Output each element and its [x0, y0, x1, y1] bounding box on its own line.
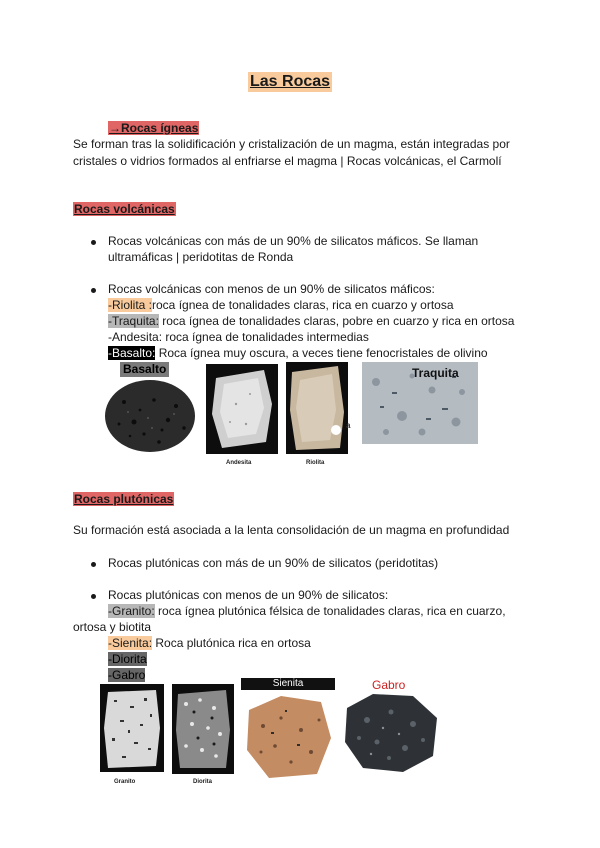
- igneas-intro-line1: Se forman tras la solidificación y cristalización de un magma, están integradas por: [73, 137, 510, 151]
- sienita-line: [108, 635, 311, 651]
- plutonicas-bullet2: Rocas plutónicas con menos de un 90% de silicatos:: [108, 588, 389, 602]
- granito-image: [100, 684, 164, 772]
- gabro-line: [108, 667, 145, 683]
- andesita-image: [206, 364, 278, 454]
- riolita-caption: Riolita: [306, 460, 325, 466]
- andesita-name: -Andesita:: [108, 330, 163, 344]
- granito-desc-line1: roca ígnea plutónica félsica de tonalidades claras, rica en cuarzo,: [154, 604, 506, 618]
- diorita-name: -Diorita: [108, 652, 147, 666]
- page-title: Las Rocas: [250, 73, 331, 90]
- diorita-image: [172, 684, 234, 774]
- bullet-dot: [91, 562, 96, 567]
- traquita-line: [108, 313, 514, 329]
- riolita-image: [286, 362, 351, 454]
- volcanicas-bullet1-line1: Rocas volcánicas con más de un 90% de silicatos máficos. Se llaman: [108, 234, 479, 248]
- volcanicas-bullet2: Rocas volcánicas con menos de un 90% de silicatos máficos:: [108, 282, 435, 296]
- granito-line: [108, 603, 506, 619]
- granito-caption: Granito: [114, 779, 136, 785]
- sienita-desc: Roca plutónica rica en ortosa: [152, 636, 311, 650]
- gabro-name: -Gabro: [108, 668, 146, 682]
- granito-name: -Granito:: [108, 604, 155, 618]
- plutonicas-heading-row: [73, 491, 174, 507]
- sienita-image-label: Sienita: [241, 678, 335, 690]
- bullet-dot: [91, 288, 96, 293]
- volcanicas-heading-row: [73, 201, 176, 217]
- granito-desc-line2: ortosa y biotita: [73, 620, 152, 634]
- volcanicas-heading: Rocas volcánicas: [74, 202, 175, 216]
- traquita-name: -Traquita:: [108, 314, 159, 328]
- bullet-dot: [91, 240, 96, 245]
- basalto-name: -Basalto:: [108, 346, 156, 360]
- riolita-name: -Riolita :: [108, 298, 153, 312]
- traquita-desc: roca ígnea de tonalidades claras, pobre en cuarzo y rica en ortosa: [158, 314, 515, 328]
- sienita-name: -Sienita:: [108, 636, 153, 650]
- andesita-desc: roca ígnea de tonalidades intermedias: [162, 330, 369, 344]
- gabro-image-label: Gabro: [372, 678, 406, 692]
- andesita-line: [108, 329, 369, 345]
- bullet-dot: [91, 594, 96, 599]
- basalto-desc: Roca ígnea muy oscura, a veces tiene fenocristales de olivino: [155, 346, 488, 360]
- igneas-intro-line2: cristales o vidrios formados al enfriarse el magma | Rocas volcánicas, el Carmolí: [73, 154, 502, 168]
- traquita-image-label: Traquita: [412, 366, 459, 380]
- riolita-desc: roca ígnea de tonalidades claras, rica en cuarzo y ortosa: [152, 298, 454, 312]
- diorita-caption: Diorita: [193, 779, 213, 785]
- plutonicas-heading: Rocas plutónicas: [74, 492, 174, 506]
- igneas-heading-row: [108, 120, 199, 136]
- diorita-line: [108, 651, 147, 667]
- igneas-heading: →Rocas ígneas: [109, 121, 199, 135]
- basalto-line: [108, 345, 488, 361]
- gabro-image: [343, 678, 441, 776]
- basalto-image-label: Basalto: [120, 362, 169, 377]
- andesita-caption: Andesita: [226, 460, 252, 466]
- volcanicas-bullet1-line2: ultramáficas | peridotitas de Ronda: [108, 250, 294, 264]
- plutonicas-bullet1: Rocas plutónicas con más de un 90% de silicatos (peridotitas): [108, 556, 439, 570]
- riolita-line: [108, 297, 454, 313]
- riolita-image-mark: a: [346, 421, 351, 430]
- plutonicas-intro: Su formación está asociada a la lenta consolidación de un magma en profundidad: [73, 523, 510, 537]
- sienita-image: [241, 690, 335, 780]
